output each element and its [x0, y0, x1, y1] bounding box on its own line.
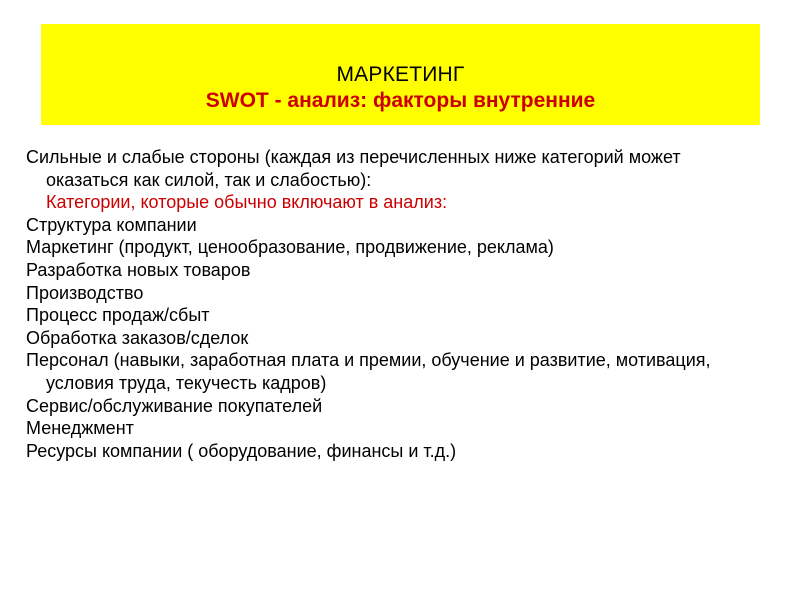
list-item-structure: Структура компании: [26, 214, 197, 235]
slide-title: МАРКЕТИНГ: [336, 63, 465, 86]
intro-text: Сильные и слабые стороны (каждая из перечисленных ниже категорий может оказаться как силой, так и слабостью):: [26, 147, 681, 190]
list-item-resources: Ресурсы компании ( оборудование, финансы и т.д.): [26, 440, 457, 461]
list-item-new-products: Разработка новых товаров: [26, 259, 251, 280]
slide-subtitle: SWOT - анализ: факторы внутренние: [205, 89, 596, 112]
list-item-marketing: Маркетинг (продукт, ценообразование, продвижение, реклама): [26, 237, 554, 258]
list-item-production: Производство: [26, 282, 144, 303]
categories-heading: Категории, которые обычно включают в анализ:: [46, 192, 448, 213]
list-item-sales: Процесс продаж/сбыт: [26, 305, 210, 326]
list-item-management: Менеджмент: [26, 418, 134, 439]
slide-body: [26, 146, 766, 462]
list-item-order-processing: Обработка заказов/сделок: [26, 327, 249, 348]
list-item-personnel: Персонал (навыки, заработная плата и премии, обучение и развитие, мотивация, условия труда, текучесть кадров): [26, 350, 711, 393]
list-item-customer-service: Сервис/обслуживание покупателей: [26, 395, 323, 416]
title-banner: [41, 24, 760, 125]
